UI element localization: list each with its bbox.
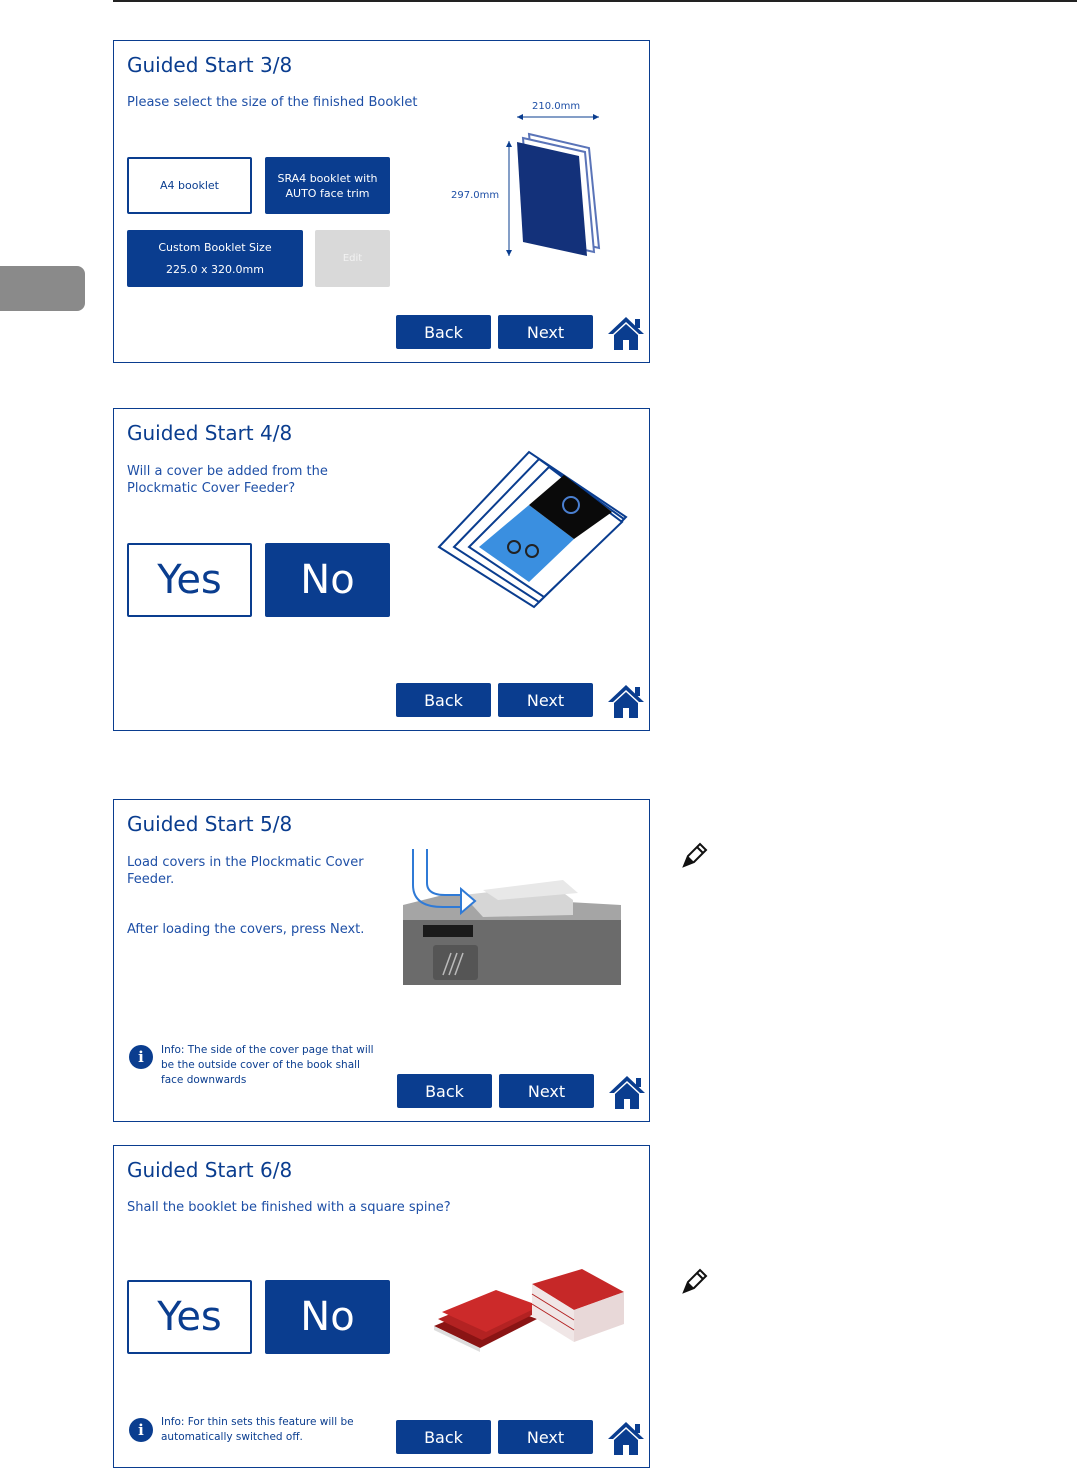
custom-booklet-size-button[interactable] <box>127 230 303 287</box>
no-label: No <box>300 557 355 603</box>
next-label: Next <box>527 1081 566 1101</box>
screen-title: Guided Start 4/8 <box>127 421 293 445</box>
screen-guided-start-5 <box>113 799 650 1122</box>
info-line: be the outside cover of the book shall <box>161 1059 360 1071</box>
next-button[interactable] <box>498 1420 593 1454</box>
screen-title: Guided Start 6/8 <box>127 1158 293 1182</box>
home-icon[interactable] <box>607 315 645 351</box>
info-icon: i <box>129 1045 153 1069</box>
home-icon[interactable] <box>608 1074 646 1110</box>
edit-label: Edit <box>342 253 363 264</box>
next-button[interactable] <box>499 1074 594 1108</box>
next-label: Next <box>526 1427 565 1447</box>
screen-prompt-next: After loading the covers, press Next. <box>127 922 365 937</box>
width-dimension-label: 210.0mm <box>532 101 581 112</box>
square-spine-booklets-illustration <box>432 1264 627 1354</box>
yes-label: Yes <box>157 557 222 603</box>
screen-title: Guided Start 3/8 <box>127 53 293 77</box>
screen-guided-start-4 <box>113 408 650 731</box>
back-button[interactable] <box>396 683 491 717</box>
screen-prompt <box>127 463 328 497</box>
back-label: Back <box>424 690 463 710</box>
no-button[interactable] <box>265 1280 390 1354</box>
next-button[interactable] <box>498 315 593 349</box>
sra4-label-line2: AUTO face trim <box>285 186 370 200</box>
page-top-rule <box>113 0 1077 2</box>
screen-prompt: Shall the booklet be finished with a square spine? <box>127 1200 451 1215</box>
next-label: Next <box>526 322 565 342</box>
info-line: Info: The side of the cover page that will <box>161 1044 374 1056</box>
a4-booklet-label: A4 booklet <box>160 179 219 192</box>
back-button[interactable] <box>397 1074 492 1108</box>
no-label: No <box>300 1294 355 1340</box>
info-line: automatically switched off. <box>161 1431 303 1443</box>
pencil-icon <box>680 840 710 870</box>
home-icon[interactable] <box>607 1420 645 1456</box>
info-line: face downwards <box>161 1074 247 1086</box>
back-button[interactable] <box>396 315 491 349</box>
custom-size-value: 225.0 x 320.0mm <box>166 263 264 277</box>
back-button[interactable] <box>396 1420 491 1454</box>
cover-feeder-illustration <box>434 447 634 612</box>
back-label: Back <box>424 322 463 342</box>
screen-prompt: Please select the size of the finished Booklet <box>127 95 418 110</box>
info-text <box>161 1415 354 1445</box>
screen-guided-start-3 <box>113 40 650 363</box>
screen-prompt <box>127 854 364 888</box>
sra4-booklet-button[interactable] <box>265 157 390 214</box>
booklet-size-illustration <box>439 96 639 266</box>
yes-button[interactable] <box>127 1280 252 1354</box>
custom-size-label: Custom Booklet Size <box>158 240 272 254</box>
chapter-tab <box>0 266 85 311</box>
height-dimension-label: 297.0mm <box>451 190 500 201</box>
info-icon: i <box>129 1418 153 1442</box>
back-label: Back <box>424 1427 463 1447</box>
sra4-label-line1: SRA4 booklet with <box>277 171 378 185</box>
info-line: Info: For thin sets this feature will be <box>161 1416 354 1428</box>
prompt-line: Will a cover be added from the <box>127 464 328 479</box>
next-button[interactable] <box>498 683 593 717</box>
screen-guided-start-6 <box>113 1145 650 1468</box>
prompt-line: Plockmatic Cover Feeder? <box>127 481 296 496</box>
info-text <box>161 1043 374 1088</box>
a4-booklet-button[interactable] <box>127 157 252 214</box>
pencil-icon <box>680 1266 710 1296</box>
cover-feeder-machine-illustration <box>403 845 623 985</box>
yes-button[interactable] <box>127 543 252 617</box>
yes-label: Yes <box>157 1294 222 1340</box>
screen-title: Guided Start 5/8 <box>127 812 293 836</box>
back-label: Back <box>425 1081 464 1101</box>
edit-button[interactable] <box>315 230 390 287</box>
next-label: Next <box>526 690 565 710</box>
prompt-line: Feeder. <box>127 872 175 887</box>
prompt-line: Load covers in the Plockmatic Cover <box>127 855 364 870</box>
home-icon[interactable] <box>607 683 645 719</box>
no-button[interactable] <box>265 543 390 617</box>
